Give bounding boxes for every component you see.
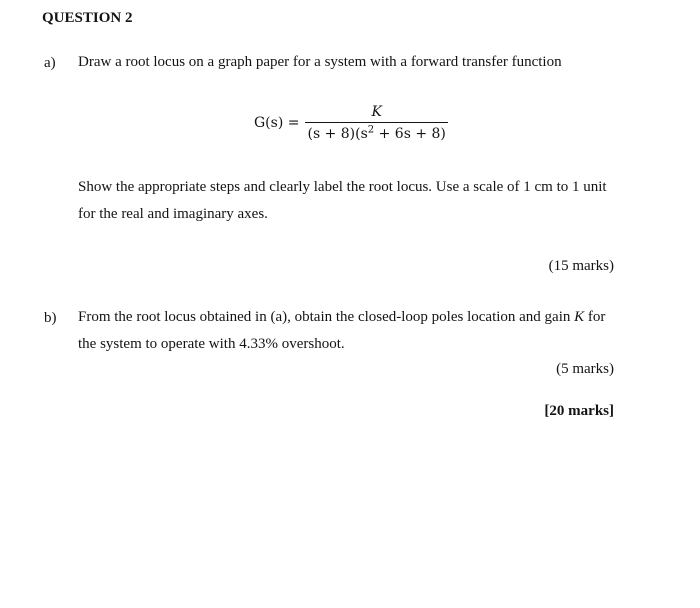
part-b-label: b) [44, 310, 57, 326]
total-marks: [20 marks] [544, 403, 614, 419]
part-b-text [78, 304, 618, 358]
part-b-text-before: From the root locus obtained in (a), obtain the closed-loop poles location and gain [78, 309, 575, 325]
part-a-label: a) [44, 55, 56, 71]
transfer-function-equation [254, 104, 448, 142]
equation-lhs: G(s) = [254, 115, 300, 131]
equation-fraction [305, 104, 447, 142]
part-b-text-after: for the system to operate with 4.33% overshoot. [78, 309, 606, 352]
equation-numerator: K [371, 104, 382, 120]
denominator-part2: + 6s + 8) [374, 126, 446, 142]
part-b-marks: (5 marks) [556, 361, 614, 377]
part-a-intro: Draw a root locus on a graph paper for a system with a forward transfer function [78, 54, 562, 70]
question-heading: QUESTION 2 [42, 10, 133, 26]
part-b-gain-variable: K [574, 309, 585, 325]
denominator-part1: (s + 8)(s [307, 126, 368, 142]
part-a-marks: (15 marks) [548, 258, 614, 274]
denominator-exponent: 2 [367, 124, 375, 136]
part-a-instructions: Show the appropriate steps and clearly label the root locus. Use a scale of 1 cm to 1 unit for the real and imaginary axes. [78, 179, 607, 222]
equation-denominator [305, 122, 447, 142]
